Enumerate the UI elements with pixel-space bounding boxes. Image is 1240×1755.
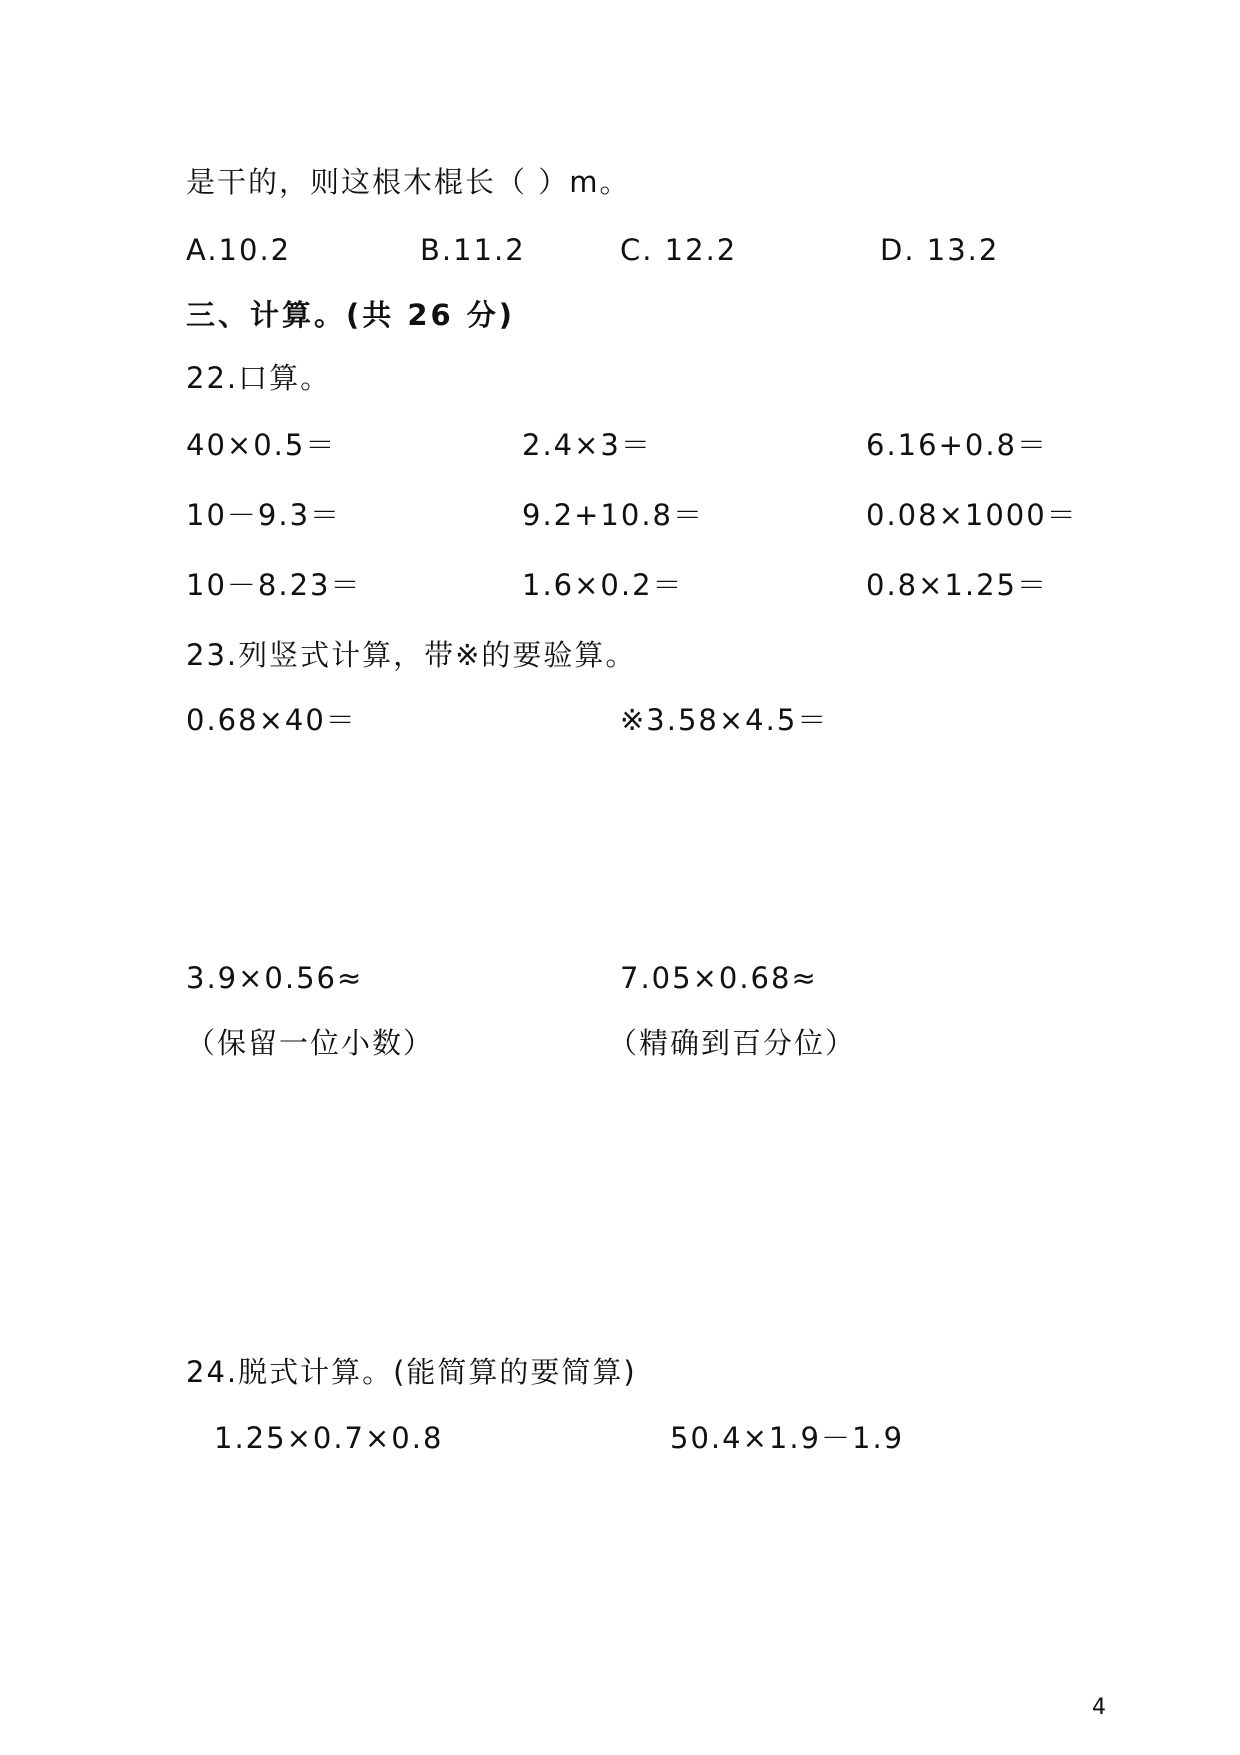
mental-math-item: 2.4×3＝ <box>522 428 652 462</box>
rounding-note: （保留一位小数） <box>186 1026 435 1060</box>
option-b: B.11.2 <box>420 233 526 267</box>
step-calc-item: 50.4×1.9－1.9 <box>670 1421 905 1455</box>
mental-math-item: 40×0.5＝ <box>186 428 337 462</box>
mental-math-item: 0.8×1.25＝ <box>866 568 1048 602</box>
option-d: D. 13.2 <box>880 233 1000 267</box>
vertical-calc-item: 0.68×40＝ <box>186 703 357 737</box>
mental-math-item: 6.16+0.8＝ <box>866 428 1048 462</box>
rounding-note: （精确到百分位） <box>608 1026 857 1060</box>
question-24-title: 24.脱式计算。(能简算的要简算) <box>186 1355 637 1389</box>
mental-math-item: 10－8.23＝ <box>186 568 362 602</box>
option-c: C. 12.2 <box>620 233 738 267</box>
section-heading: 三、计算。(共 26 分) <box>186 298 516 332</box>
mental-math-item: 9.2+10.8＝ <box>522 498 704 532</box>
vertical-calc-item: ※3.58×4.5＝ <box>620 703 829 737</box>
step-calc-item: 1.25×0.7×0.8 <box>214 1421 444 1455</box>
vertical-calc-item: 3.9×0.56≈ <box>186 961 364 995</box>
mental-math-item: 0.08×1000＝ <box>866 498 1078 532</box>
option-a: A.10.2 <box>186 233 292 267</box>
question-23-title: 23.列竖式计算，带※的要验算。 <box>186 638 637 672</box>
vertical-calc-item: 7.05×0.68≈ <box>620 961 818 995</box>
question-text: 是干的，则这根木棍长（ ）m。 <box>186 165 631 199</box>
page-number: 4 <box>1092 1695 1106 1720</box>
mental-math-item: 10－9.3＝ <box>186 498 342 532</box>
mental-math-item: 1.6×0.2＝ <box>522 568 684 602</box>
question-22-title: 22.口算。 <box>186 361 332 395</box>
